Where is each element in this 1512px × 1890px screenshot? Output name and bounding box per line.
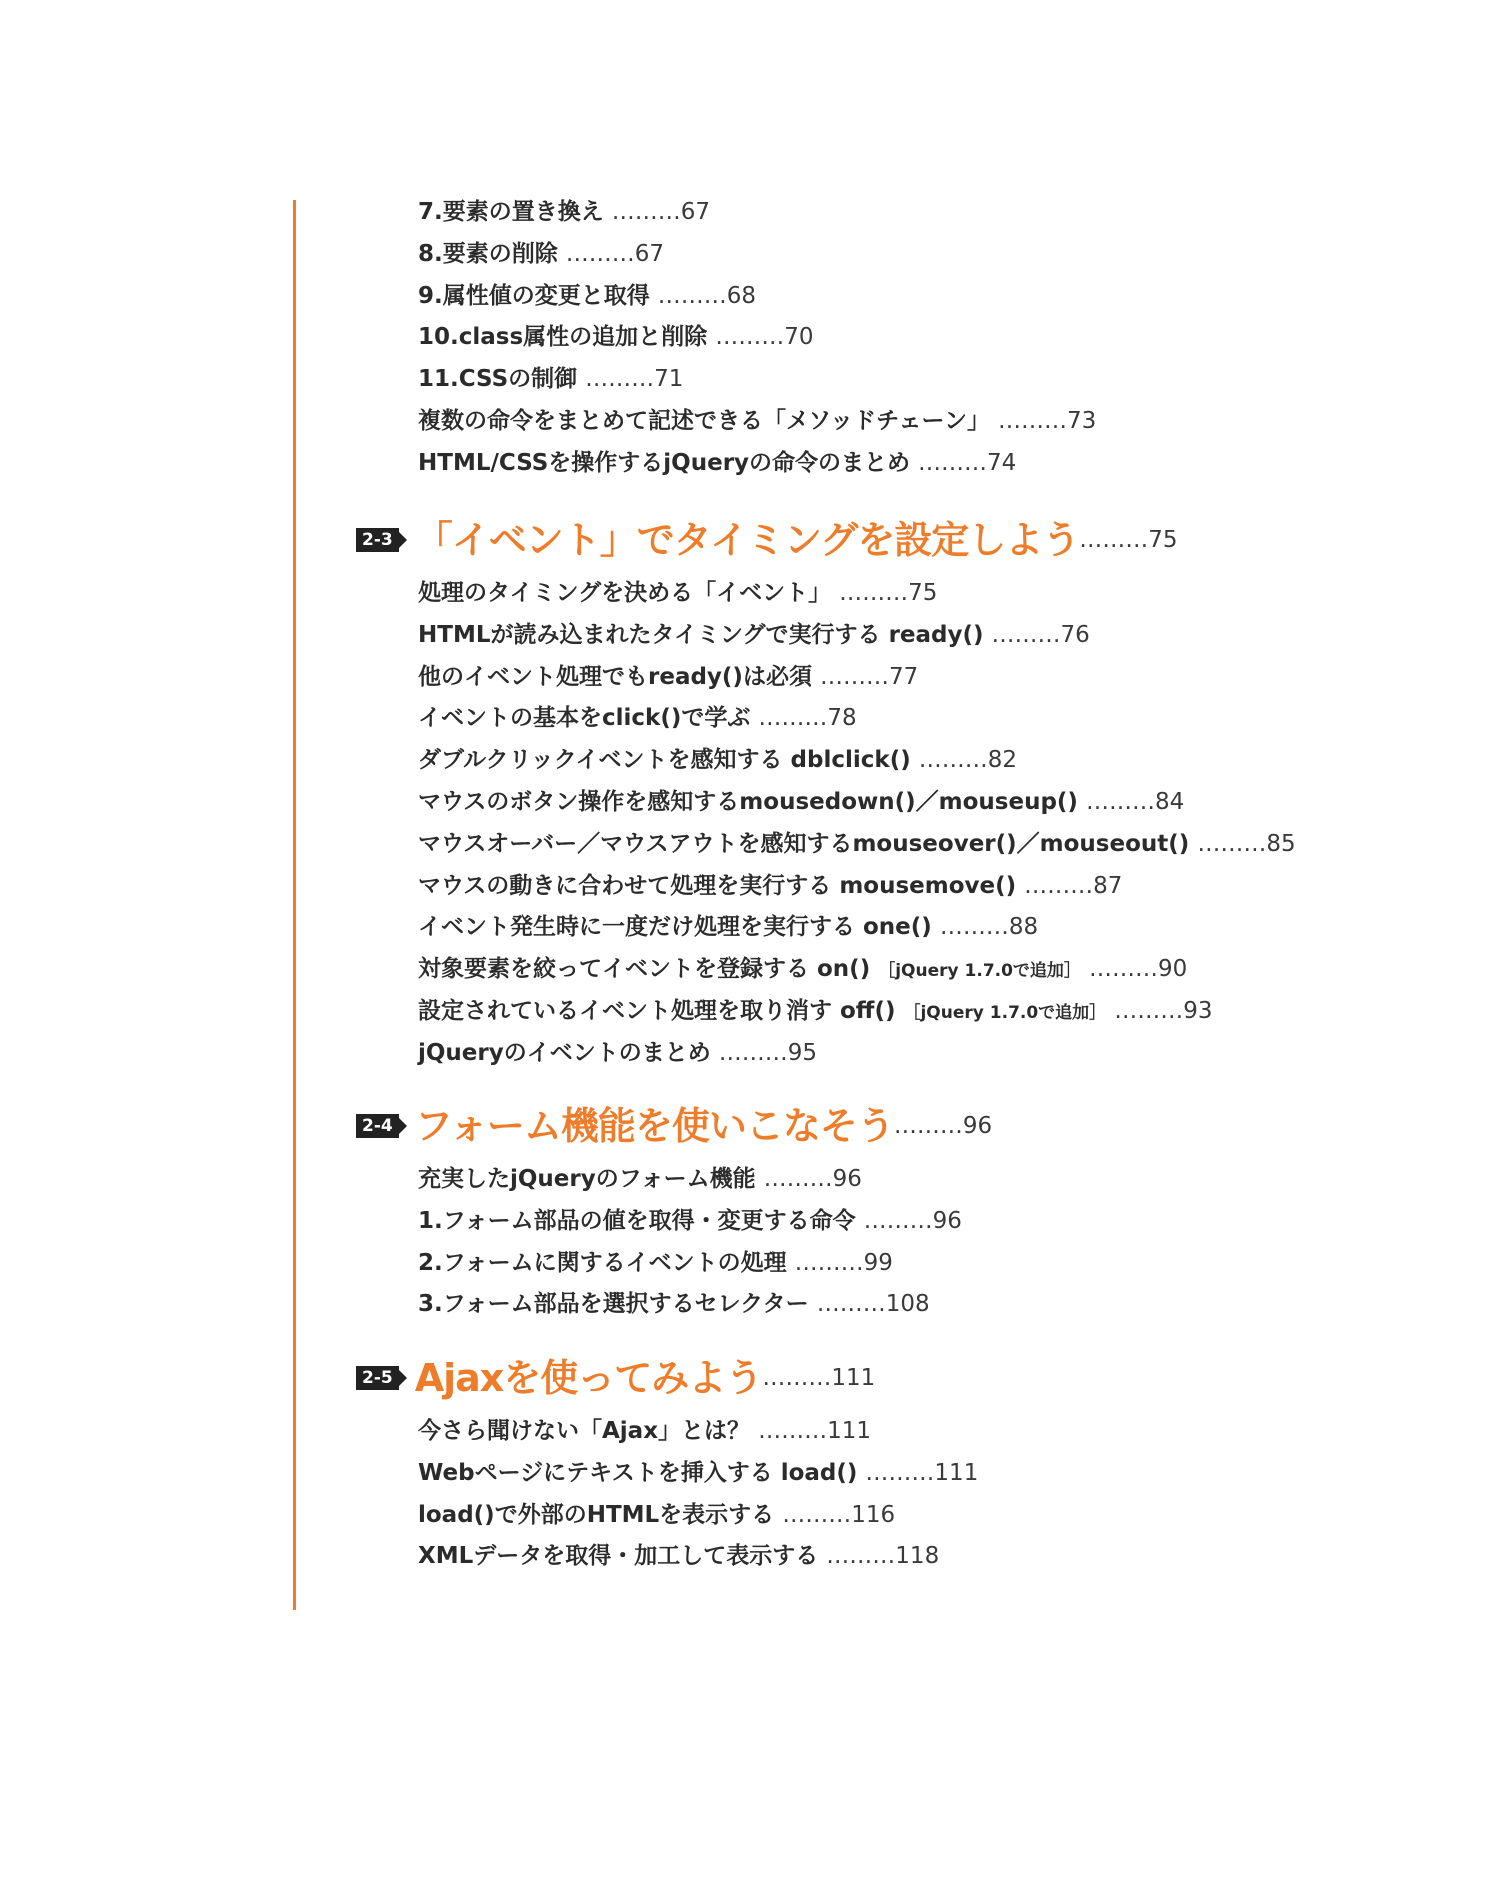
page-number: 75 <box>908 580 938 606</box>
toc-entry[interactable] <box>418 448 1016 478</box>
toc-entry[interactable] <box>418 1458 978 1488</box>
leader-dots: ……… <box>794 1250 864 1276</box>
leader-dots: ……… <box>1024 873 1094 899</box>
leader-dots: ……… <box>865 1460 935 1486</box>
entry-title: 10.class属性の追加と削除 <box>418 324 708 350</box>
leader-dots: ……… <box>715 324 785 350</box>
page-number: 85 <box>1266 831 1296 857</box>
page-number: 75 <box>1148 527 1178 553</box>
toc-entry[interactable] <box>418 703 857 733</box>
toc-entry[interactable] <box>418 1038 817 1068</box>
toc-entry[interactable] <box>418 745 1017 775</box>
entry-title: 3.フォーム部品を選択するセレクター <box>418 1291 809 1317</box>
page-number: 96 <box>962 1113 993 1139</box>
entry-title: マウスのボタン操作を感知するmousedown()／mouseup() <box>418 789 1078 815</box>
entry-title: jQueryのイベントのまとめ <box>418 1040 711 1066</box>
entry-title: 他のイベント処理でもready()は必須 <box>418 664 812 690</box>
leader-dots: ……… <box>758 705 828 731</box>
page-number: 82 <box>987 747 1018 773</box>
entry-title: マウスの動きに合わせて処理を実行する mousemove() <box>418 873 1017 899</box>
section-title: Ajaxを使ってみよう <box>414 1356 763 1400</box>
toc-entry[interactable] <box>418 787 1184 817</box>
leader-dots: ……… <box>1079 527 1149 553</box>
page-number: 88 <box>1008 914 1039 940</box>
entry-title: HTML/CSSを操作するjQueryの命令のまとめ <box>418 450 911 476</box>
entry-title: ダブルクリックイベントを感知する dblclick() <box>418 747 911 773</box>
leader-dots: ……… <box>1197 831 1267 857</box>
entry-title: 複数の命令をまとめて記述できる「メソッドチェーン」 <box>418 408 991 434</box>
entry-title: 2.フォームに関するイベントの処理 <box>418 1250 787 1276</box>
entry-title: load()で外部のHTMLを表示する <box>418 1502 775 1528</box>
section-title: フォーム機能を使いこなそう <box>414 1104 894 1148</box>
toc-entry[interactable] <box>418 662 918 692</box>
page-number: 77 <box>888 664 919 690</box>
entry-title: 1.フォーム部品の値を取得・変更する命令 <box>418 1208 856 1234</box>
entry-title: 充実したjQueryのフォーム機能 <box>418 1166 756 1192</box>
entry-title: 7.要素の置き換え <box>418 199 604 225</box>
page-number: 70 <box>784 324 814 350</box>
page-number: 108 <box>885 1291 930 1317</box>
leader-dots: ……… <box>991 622 1061 648</box>
leader-dots: ……… <box>565 241 635 267</box>
toc-entry[interactable] <box>418 197 710 227</box>
page-number: 71 <box>654 366 684 392</box>
toc-entry[interactable] <box>418 406 1096 436</box>
page-number: 118 <box>895 1543 940 1569</box>
toc-entry[interactable] <box>418 1541 939 1571</box>
entry-title: 8.要素の削除 <box>418 241 558 267</box>
toc-entry[interactable] <box>418 829 1296 859</box>
leader-dots: ……… <box>763 1166 833 1192</box>
entry-title: 11.CSSの制御 <box>418 366 578 392</box>
leader-dots: ……… <box>657 283 727 309</box>
page-number: 96 <box>832 1166 862 1192</box>
entry-title: HTMLが読み込まれたタイミングで実行する ready() <box>418 622 984 648</box>
page-number: 84 <box>1154 789 1185 815</box>
leader-dots: ……… <box>839 580 909 606</box>
leader-dots: ……… <box>611 199 681 225</box>
leader-dots: ……… <box>918 450 988 476</box>
page-number: 74 <box>987 450 1017 476</box>
toc-entry[interactable] <box>418 1416 871 1446</box>
page-number: 67 <box>680 199 711 225</box>
margin-rule <box>293 200 296 1610</box>
leader-dots: ……… <box>1085 789 1155 815</box>
toc-entry[interactable] <box>418 1500 895 1530</box>
toc-entry[interactable] <box>418 1248 893 1278</box>
toc-entry[interactable] <box>418 871 1122 901</box>
page-number: 78 <box>827 705 857 731</box>
page-number: 116 <box>851 1502 896 1528</box>
leader-dots: ……… <box>826 1543 896 1569</box>
page-number: 76 <box>1060 622 1090 648</box>
section-badge: 2-4 <box>356 1114 399 1138</box>
entry-title: イベントの基本をclick()で学ぶ <box>418 705 751 731</box>
section-badge: 2-5 <box>356 1366 399 1390</box>
entry-title: 設定されているイベント処理を取り消す off() <box>418 998 896 1024</box>
section-title: 「イベント」でタイミングを設定しよう <box>414 518 1080 562</box>
entry-title: Webページにテキストを挿入する load() <box>418 1460 858 1486</box>
leader-dots: ……… <box>816 1291 886 1317</box>
page-number: 111 <box>934 1460 979 1486</box>
leader-dots: ……… <box>893 1113 963 1139</box>
leader-dots: ……… <box>758 1418 828 1444</box>
entry-title: XMLデータを取得・加工して表示する <box>418 1543 819 1569</box>
toc-entry[interactable] <box>418 912 1038 942</box>
page-number: 93 <box>1183 998 1213 1024</box>
entry-title: 処理のタイミングを決める「イベント」 <box>418 580 832 606</box>
page-number: 95 <box>787 1040 818 1066</box>
toc-entry[interactable] <box>418 239 664 269</box>
toc-entry[interactable] <box>418 954 1187 986</box>
section-heading[interactable] <box>356 1104 992 1148</box>
leader-dots: ……… <box>863 1208 933 1234</box>
leader-dots: ……… <box>939 914 1009 940</box>
section-heading[interactable] <box>356 1356 875 1400</box>
page-number: 96 <box>932 1208 962 1234</box>
entry-note: ［jQuery 1.7.0で追加］ <box>878 961 1081 981</box>
leader-dots: ……… <box>782 1502 852 1528</box>
toc-entry[interactable] <box>418 364 683 394</box>
entry-note: ［jQuery 1.7.0で追加］ <box>903 1003 1107 1023</box>
page-number: 111 <box>827 1418 871 1444</box>
toc-entry[interactable] <box>418 620 1090 650</box>
entry-title: イベント発生時に一度だけ処理を実行する one() <box>418 914 932 940</box>
toc-entry[interactable] <box>418 1164 862 1194</box>
leader-dots: ……… <box>762 1365 832 1391</box>
toc-entry[interactable] <box>418 578 937 608</box>
toc-entry[interactable] <box>418 281 756 311</box>
toc-entry[interactable] <box>418 996 1212 1028</box>
page-number: 87 <box>1093 873 1123 899</box>
entry-title: マウスオーバー／マウスアウトを感知するmouseover()／mouseout() <box>418 831 1190 857</box>
toc-entry[interactable] <box>418 1289 930 1319</box>
page-number: 73 <box>1067 408 1097 434</box>
leader-dots: ……… <box>1114 998 1184 1024</box>
section-badge: 2-3 <box>356 528 399 552</box>
leader-dots: ……… <box>718 1040 788 1066</box>
leader-dots: ……… <box>585 366 655 392</box>
leader-dots: ……… <box>1088 956 1158 982</box>
page-number: 68 <box>726 283 757 309</box>
section-heading[interactable] <box>356 518 1177 562</box>
toc-entry[interactable] <box>418 1206 962 1236</box>
page-number: 90 <box>1157 956 1188 982</box>
page-number: 111 <box>831 1365 876 1391</box>
entry-title: 今さら聞けない「Ajax」とは？ <box>418 1418 751 1444</box>
leader-dots: ……… <box>998 408 1068 434</box>
entry-title: 対象要素を絞ってイベントを登録する on() <box>418 956 871 982</box>
page-number: 99 <box>863 1250 893 1276</box>
leader-dots: ……… <box>819 664 889 690</box>
page-number: 67 <box>634 241 665 267</box>
entry-title: 9.属性値の変更と取得 <box>418 283 650 309</box>
leader-dots: ……… <box>918 747 988 773</box>
toc-entry[interactable] <box>418 322 813 352</box>
